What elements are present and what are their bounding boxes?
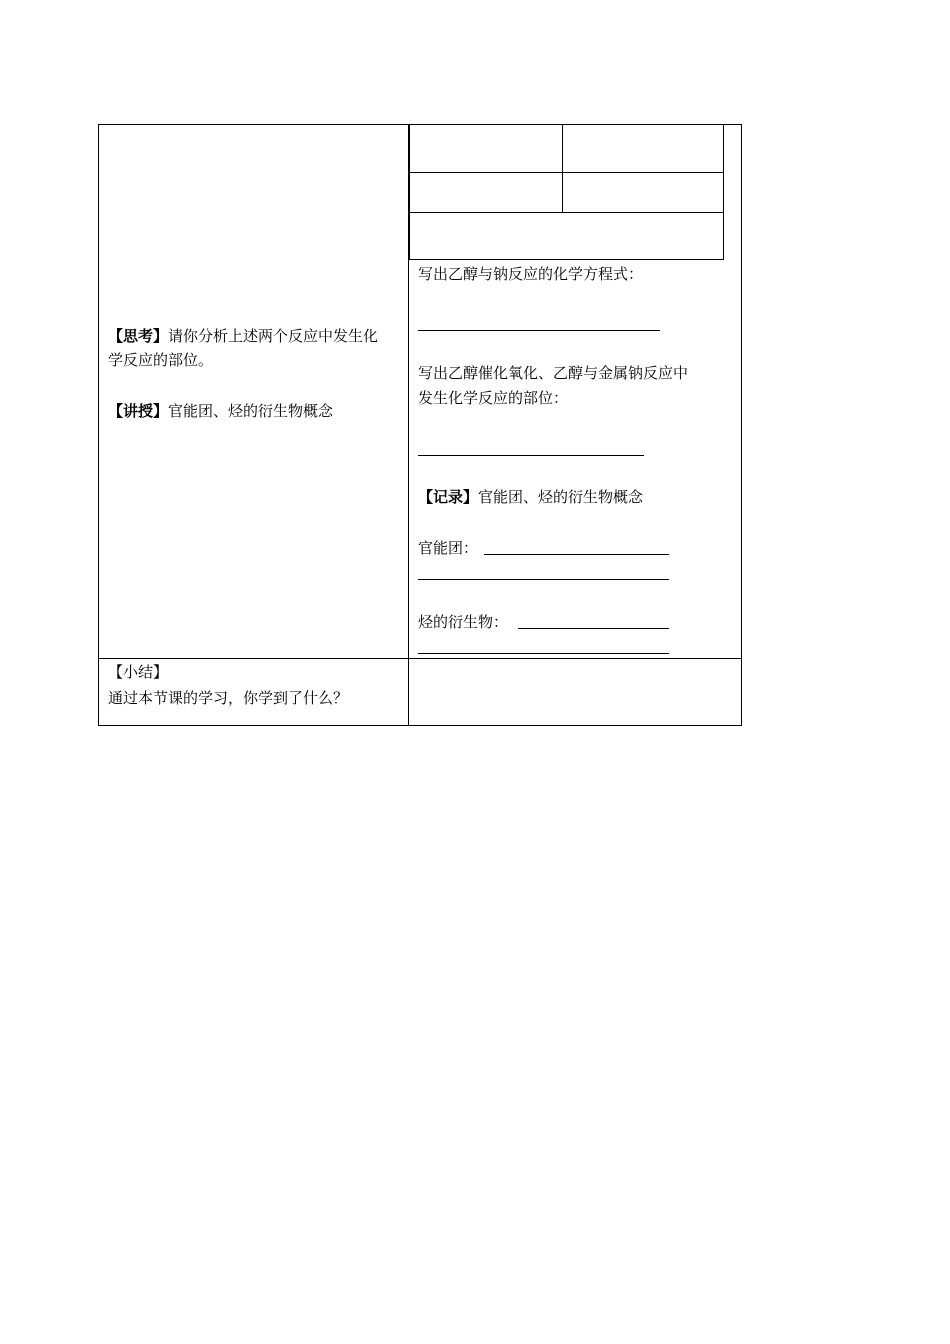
sites-prompt-line-1: 写出乙醇催化氧化、乙醇与金属钠反应中 <box>418 364 689 382</box>
derivative-answer-line-2[interactable] <box>418 653 669 654</box>
summary-question: 通过本节课的学习，你学到了什么？ <box>108 689 349 707</box>
inner-table-column-line <box>562 124 563 213</box>
functional-group-answer-line[interactable] <box>484 554 669 555</box>
record-tag: 【记录】 <box>418 488 479 506</box>
table-row-divider <box>98 658 742 659</box>
think-text: 请你分析上述两个反应中发生化 <box>168 327 379 345</box>
summary-tag: 【小结】 <box>108 663 169 681</box>
sites-prompt-line-2: 发生化学反应的部位： <box>418 389 569 407</box>
equation-prompt: 写出乙醇与钠反应的化学方程式： <box>418 265 644 283</box>
functional-group-label: 官能团： <box>418 539 479 557</box>
inner-table-row-line <box>409 212 724 213</box>
inner-table-row-line <box>409 172 724 173</box>
record-text: 官能团、烃的衍生物概念 <box>478 488 644 506</box>
derivative-answer-line[interactable] <box>518 628 669 629</box>
functional-group-answer-line-2[interactable] <box>418 579 669 580</box>
record-line <box>418 485 643 509</box>
sites-answer-line[interactable] <box>418 455 644 456</box>
think-line-2: 学反应的部位。 <box>108 351 214 369</box>
think-line-1 <box>108 324 378 348</box>
think-tag: 【思考 <box>108 327 154 345</box>
think-tag-close: 】 <box>153 327 169 345</box>
lecture-line <box>108 399 333 423</box>
inner-blank-table <box>409 124 724 260</box>
equation-answer-line[interactable] <box>418 330 660 331</box>
lecture-tag: 【讲授】 <box>108 402 169 420</box>
lecture-text: 官能团、烃的衍生物概念 <box>168 402 334 420</box>
derivative-label: 烃的衍生物： <box>418 613 509 631</box>
